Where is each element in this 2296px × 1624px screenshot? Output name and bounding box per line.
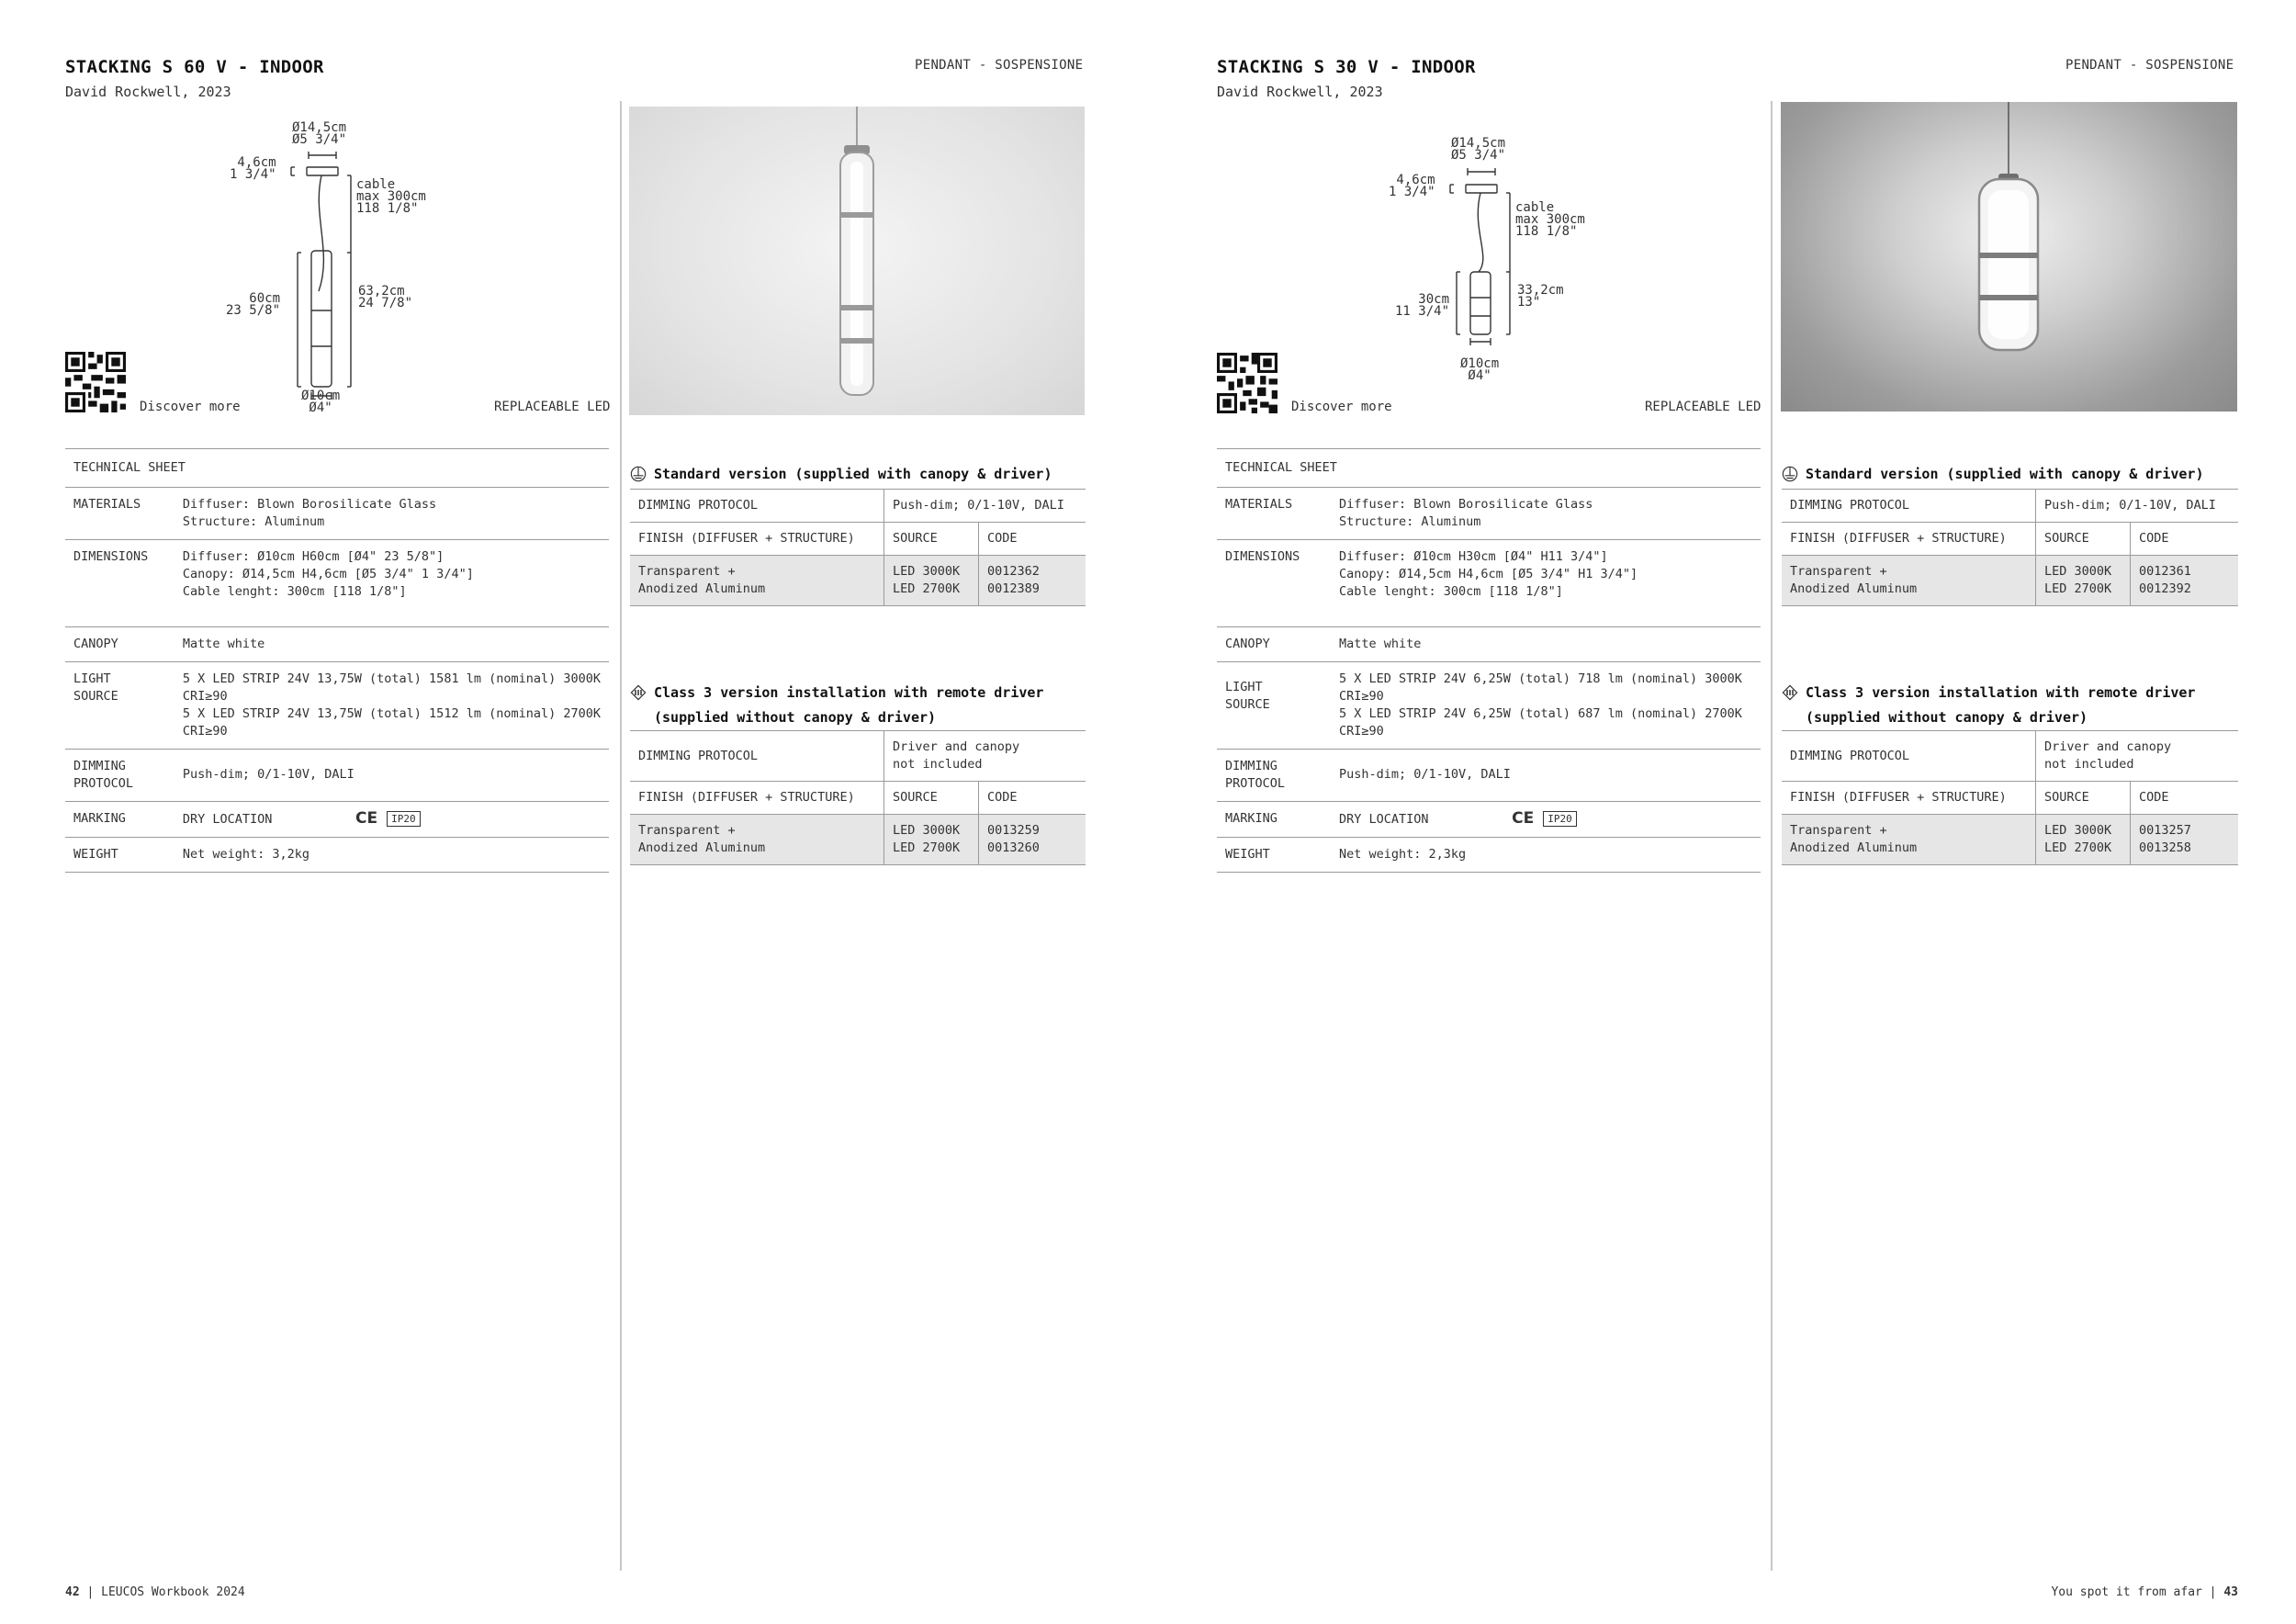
left-page-title: STACKING S 60 V - INDOOR [65, 57, 324, 77]
right-lamp-outline [1297, 129, 1664, 395]
right-std-source-label: SOURCE [2036, 523, 2131, 556]
right-spec-key: LIGHT SOURCE [1225, 680, 1270, 712]
left-spec-key: MATERIALS [73, 497, 141, 512]
right-body-height: 30cm 11 3/4" [1395, 292, 1450, 319]
right-std-code-label: CODE [2131, 523, 2239, 556]
left-marking-cell [174, 802, 609, 838]
left-spec-row [65, 802, 609, 838]
left-spec-key: WEIGHT [73, 847, 118, 862]
right-standard-table [1782, 489, 2238, 606]
left-spec-row [65, 488, 609, 540]
left-spec-key: DIMMING PROTOCOL [73, 759, 134, 791]
left-c3-finish: Transparent + Anodized Aluminum [630, 815, 884, 865]
left-page-number: 42 [65, 1585, 80, 1599]
left-footer: 42 | LEUCOS Workbook 2024 [65, 1585, 245, 1599]
right-tech-sheet-title: TECHNICAL SHEET [1225, 460, 1337, 475]
right-spec-value: Diffuser: Ø10cm H30cm [Ø4" H11 3/4"] Canopy: Ø14,5cm H4,6cm [Ø5 3/4" H1 3/4"] Cable lenght: 300cm [118 1/8"] [1339, 549, 1638, 599]
right-spec-value: Matte white [1339, 637, 1422, 651]
right-class3-heading [1782, 681, 2195, 730]
left-std-finish: Transparent + Anodized Aluminum [630, 556, 884, 606]
left-body-height: 60cm 23 5/8" [226, 291, 281, 318]
right-cable-length: cable max 300cm 118 1/8" [1515, 200, 1585, 239]
globe-icon [630, 466, 647, 482]
left-spec-key: LIGHT SOURCE [73, 671, 118, 704]
right-class3-table [1782, 730, 2238, 865]
left-c3-sources: LED 3000K LED 2700K [884, 815, 979, 865]
right-replaceable-led: REPLACEABLE LED [1645, 400, 1761, 414]
left-footer-text: LEUCOS Workbook 2024 [101, 1585, 245, 1599]
right-spec-row [1217, 662, 1761, 750]
right-class3-heading-text: Class 3 version installation with remote driver (supplied without canopy & driver) [1806, 684, 2196, 726]
right-c3-finish: Transparent + Anodized Aluminum [1782, 815, 2036, 865]
right-page-title: STACKING S 30 V - INDOOR [1217, 57, 1476, 77]
right-marking-value: DRY LOCATION [1339, 812, 1429, 827]
left-spec-value: Matte white [182, 637, 265, 651]
right-c3-dim-label: DIMMING PROTOCOL [1782, 731, 2036, 782]
right-std-dim-value: Push-dim; 0/1-10V, DALI [2036, 490, 2239, 523]
right-c3-sources: LED 3000K LED 2700K [2036, 815, 2131, 865]
left-standard-table [630, 489, 1086, 606]
left-body-diameter: Ø10cm Ø4" [301, 389, 341, 415]
left-designer: David Rockwell, 2023 [65, 84, 231, 100]
left-std-code-label: CODE [979, 523, 1086, 556]
left-class3-heading-text: Class 3 version installation with remote driver (supplied without canopy & driver) [654, 684, 1044, 726]
left-spec-key: MARKING [73, 811, 126, 826]
left-spec-key: CANOPY [73, 637, 118, 651]
class3-diamond-icon [630, 684, 647, 701]
right-c3-code-label: CODE [2131, 782, 2239, 815]
table-row [630, 815, 1086, 865]
left-column-divider [620, 101, 622, 1571]
left-spec-value: Push-dim; 0/1-10V, DALI [182, 767, 355, 782]
left-replaceable-led: REPLACEABLE LED [494, 400, 611, 414]
right-column-divider [1771, 101, 1773, 1571]
left-standard-heading-text: Standard version (supplied with canopy & driver) [654, 466, 1052, 482]
right-c3-codes: 0013257 0013258 [2131, 815, 2239, 865]
right-body-diameter: Ø10cm Ø4" [1460, 356, 1500, 383]
right-c3-dim-value: Driver and canopy not included [2036, 731, 2239, 782]
left-spec-key: DIMENSIONS [73, 549, 149, 564]
left-category: PENDANT - SOSPENSIONE [915, 58, 1084, 73]
left-class3-table [630, 730, 1086, 865]
right-canopy-height: 4,6cm 1 3/4" [1389, 173, 1435, 199]
class3-diamond-icon [1782, 684, 1798, 701]
right-spec-value: Diffuser: Blown Borosilicate Glass Structure: Aluminum [1339, 497, 1593, 529]
right-qr-code[interactable] [1217, 353, 1277, 413]
right-total-height: 33,2cm 13" [1517, 283, 1564, 310]
right-spec-value: 5 X LED STRIP 24V 6,25W (total) 718 lm (nominal) 3000K CRI≥90 5 X LED STRIP 24V 6,25W (total) 687 lm (nominal) 2700K CRI≥90 [1339, 671, 1742, 739]
right-spec-row [1217, 838, 1761, 873]
right-spec-key: WEIGHT [1225, 847, 1270, 862]
right-discover-more[interactable]: Discover more [1291, 400, 1392, 414]
left-canopy-diameter: Ø14,5cm Ø5 3/4" [292, 120, 347, 147]
left-marking-value: DRY LOCATION [182, 812, 273, 827]
right-spec-value: Push-dim; 0/1-10V, DALI [1339, 767, 1511, 782]
right-standard-heading-text: Standard version (supplied with canopy & driver) [1806, 466, 2204, 482]
left-std-dim-value: Push-dim; 0/1-10V, DALI [884, 490, 1086, 523]
left-spec-value: Net weight: 3,2kg [182, 847, 310, 862]
left-std-source-label: SOURCE [884, 523, 979, 556]
right-category: PENDANT - SOSPENSIONE [2065, 58, 2234, 73]
left-spec-row [65, 662, 609, 750]
left-dimension-drawing [138, 115, 505, 418]
svg-text:III: III [1785, 688, 1795, 698]
right-spec-value: Net weight: 2,3kg [1339, 847, 1467, 862]
table-row [1782, 556, 2238, 606]
right-std-dim-label: DIMMING PROTOCOL [1782, 490, 2036, 523]
left-c3-codes: 0013259 0013260 [979, 815, 1086, 865]
right-c3-source-label: SOURCE [2036, 782, 2131, 815]
right-footer: You spot it from afar | 43 [2051, 1585, 2238, 1599]
right-dimension-drawing [1297, 129, 1664, 395]
left-spec-value: Diffuser: Blown Borosilicate Glass Structure: Aluminum [182, 497, 437, 529]
left-spec-value: Diffuser: Ø10cm H60cm [Ø4" 23 5/8"] Canopy: Ø14,5cm H4,6cm [Ø5 3/4" 1 3/4"] Cable lenght: 300cm [118 1/8"] [182, 549, 474, 599]
right-spec-row [1217, 627, 1761, 662]
left-qr-code[interactable] [65, 352, 126, 412]
right-spec-key: DIMMING PROTOCOL [1225, 759, 1286, 791]
right-spec-row [1217, 488, 1761, 540]
table-row [1782, 815, 2238, 865]
left-c3-finish-label: FINISH (DIFFUSER + STRUCTURE) [630, 782, 884, 815]
left-c3-dim-label: DIMMING PROTOCOL [630, 731, 884, 782]
right-std-codes: 0012361 0012392 [2131, 556, 2239, 606]
right-std-finish-label: FINISH (DIFFUSER + STRUCTURE) [1782, 523, 2036, 556]
right-ce-mark: CE [1512, 809, 1535, 828]
left-spec-row [65, 838, 609, 873]
right-designer: David Rockwell, 2023 [1217, 84, 1383, 100]
left-spec-row [65, 750, 609, 802]
left-class3-heading [630, 681, 1043, 730]
left-std-sources: LED 3000K LED 2700K [884, 556, 979, 606]
right-ip-rating: IP20 [1543, 811, 1577, 827]
right-spec-header [1217, 449, 1761, 488]
right-canopy-diameter: Ø14,5cm Ø5 3/4" [1451, 136, 1506, 163]
left-ce-mark: CE [355, 809, 378, 828]
right-standard-heading [1782, 462, 2203, 487]
left-spec-row [65, 540, 609, 627]
right-page-number: 43 [2223, 1585, 2238, 1599]
right-marking-cell [1331, 802, 1761, 838]
left-product-photo [629, 107, 1085, 415]
right-std-finish: Transparent + Anodized Aluminum [1782, 556, 2036, 606]
left-c3-dim-value: Driver and canopy not included [884, 731, 1086, 782]
left-standard-heading [630, 462, 1052, 487]
right-technical-sheet [1217, 448, 1761, 873]
left-spec-value: 5 X LED STRIP 24V 13,75W (total) 1581 lm (nominal) 3000K CRI≥90 5 X LED STRIP 24V 13,75W (total) 1512 lm (nominal) 2700K CRI≥90 [182, 671, 601, 739]
svg-text:III: III [634, 688, 643, 698]
left-spec-row [65, 627, 609, 662]
left-lamp-image [629, 107, 1085, 415]
left-discover-more[interactable]: Discover more [140, 400, 241, 414]
right-product-photo [1781, 102, 2237, 412]
left-std-finish-label: FINISH (DIFFUSER + STRUCTURE) [630, 523, 884, 556]
right-c3-finish-label: FINISH (DIFFUSER + STRUCTURE) [1782, 782, 2036, 815]
left-technical-sheet [65, 448, 609, 873]
right-spec-key: MARKING [1225, 811, 1277, 826]
left-std-codes: 0012362 0012389 [979, 556, 1086, 606]
right-spec-key: CANOPY [1225, 637, 1270, 651]
right-spec-row [1217, 802, 1761, 838]
left-tech-sheet-title: TECHNICAL SHEET [73, 460, 186, 475]
left-lamp-outline [138, 115, 505, 418]
left-c3-source-label: SOURCE [884, 782, 979, 815]
right-std-sources: LED 3000K LED 2700K [2036, 556, 2131, 606]
globe-icon [1782, 466, 1798, 482]
right-spec-row [1217, 750, 1761, 802]
right-footer-text: You spot it from afar [2051, 1585, 2202, 1599]
left-canopy-height: 4,6cm 1 3/4" [230, 155, 276, 182]
left-c3-code-label: CODE [979, 782, 1086, 815]
left-total-height: 63,2cm 24 7/8" [358, 284, 413, 310]
left-cable-length: cable max 300cm 118 1/8" [356, 177, 426, 216]
left-spec-header [65, 449, 609, 488]
right-spec-key: DIMENSIONS [1225, 549, 1300, 564]
right-lamp-image [1781, 102, 2237, 412]
left-ip-rating: IP20 [387, 811, 421, 827]
right-spec-key: MATERIALS [1225, 497, 1293, 512]
right-spec-row [1217, 540, 1761, 627]
table-row [630, 556, 1086, 606]
left-std-dim-label: DIMMING PROTOCOL [630, 490, 884, 523]
